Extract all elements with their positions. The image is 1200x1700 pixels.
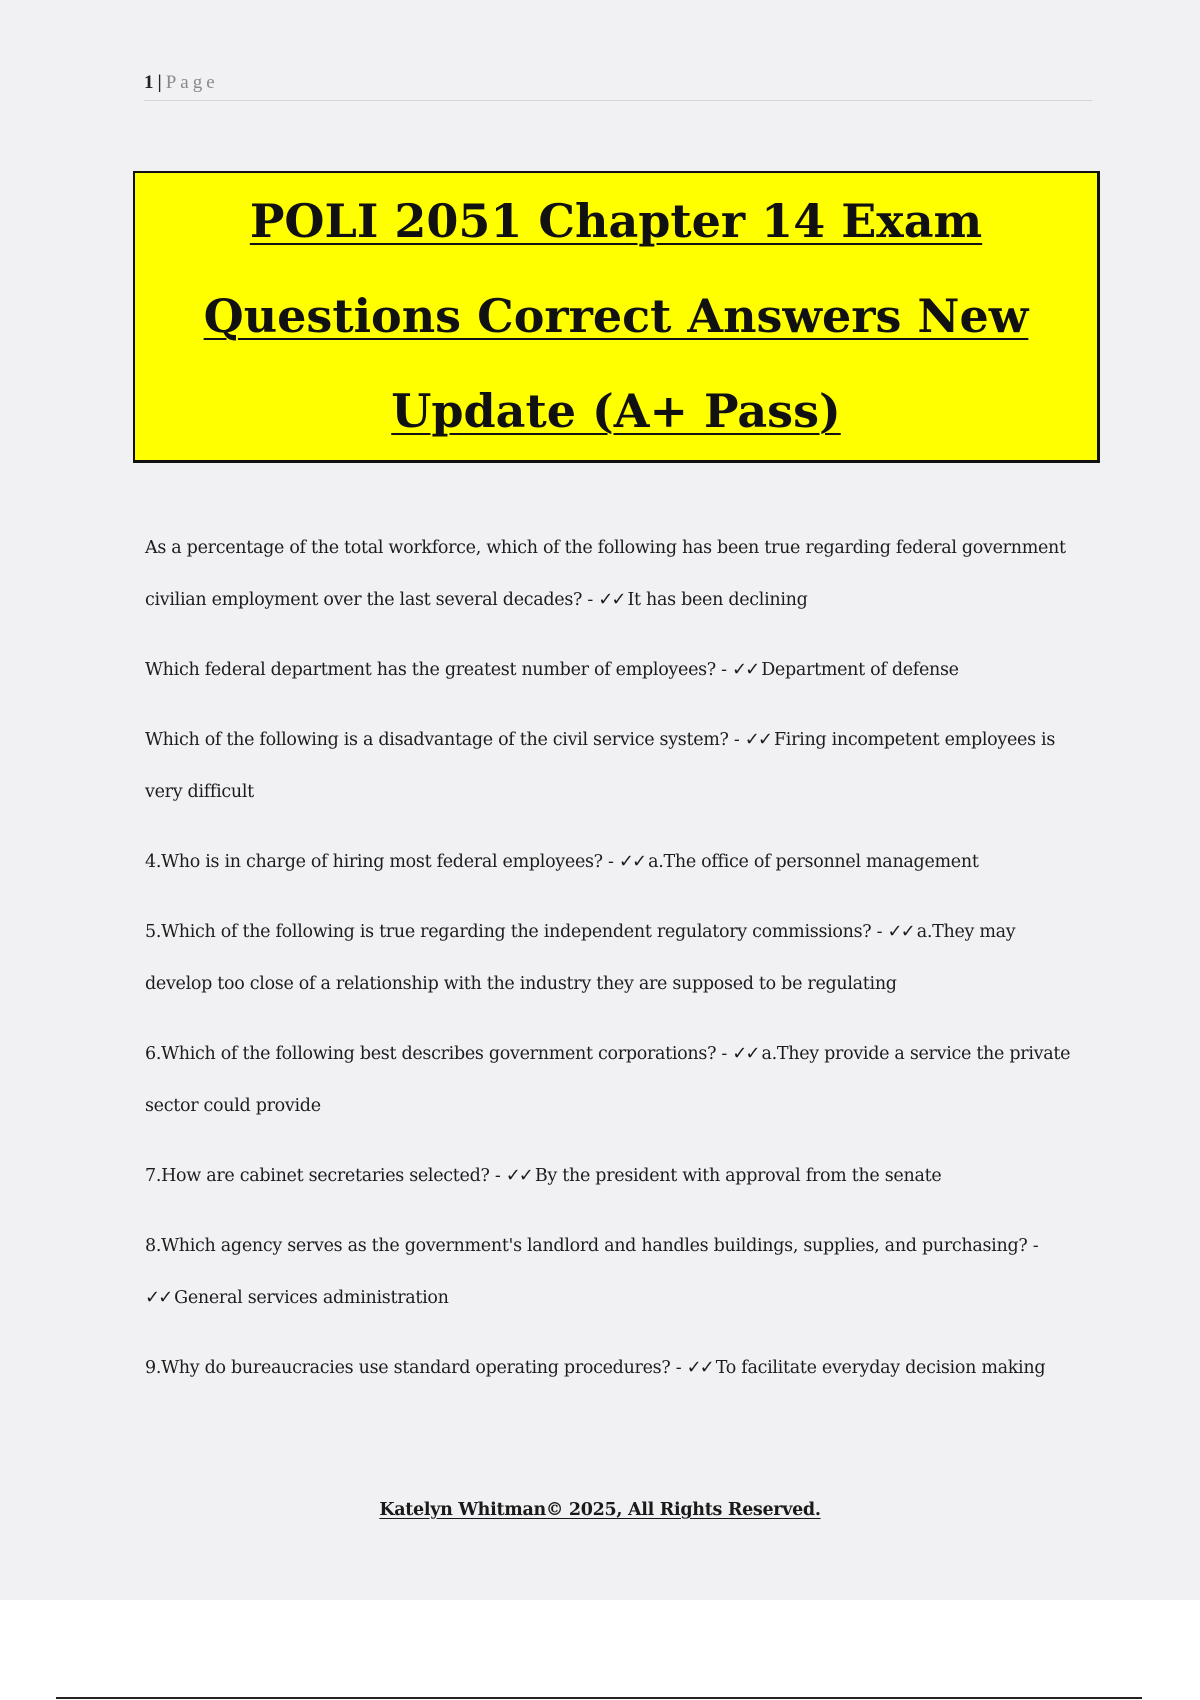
answer-text: General services administration <box>174 1288 449 1308</box>
page-header <box>144 72 1092 101</box>
check-mark-icon: ✓✓ <box>686 1357 713 1378</box>
title-banner <box>133 171 1100 463</box>
question-text: As a percentage of the total workforce, which of the following has been true regarding federal government civilian employment over the last several decades? - <box>145 538 1066 610</box>
answer-text: To facilitate everyday decision making <box>715 1358 1046 1378</box>
answer-text: Department of defense <box>761 660 959 680</box>
answer-text: Firing incompetent employees is very difficult <box>145 730 1056 802</box>
qa-item <box>145 906 1085 1010</box>
page-label: Page <box>165 72 219 93</box>
page-separator: | <box>157 72 162 93</box>
answer-text: By the president with approval from the senate <box>534 1166 942 1186</box>
check-mark-icon: ✓✓ <box>744 729 771 750</box>
question-text: 9.Why do bureaucracies use standard operating procedures? - <box>145 1358 687 1378</box>
check-mark-icon: ✓✓ <box>598 589 625 610</box>
answer-text: a.They may develop too close of a relationship with the industry they are supposed to be regulating <box>145 922 1016 994</box>
question-text: Which federal department has the greatest number of employees? - <box>145 660 733 680</box>
document-title: POLI 2051 Chapter 14 Exam Questions Correct Answers New Update (A+ Pass) <box>203 194 1029 438</box>
check-mark-icon: ✓✓ <box>145 1287 172 1308</box>
copyright-footer <box>0 1500 1200 1520</box>
question-text: 6.Which of the following best describes government corporations? - <box>145 1044 733 1064</box>
question-text: Which of the following is a disadvantage of the civil service system? - <box>145 730 745 750</box>
check-mark-icon: ✓✓ <box>618 851 646 872</box>
check-mark-icon: ✓✓ <box>505 1165 532 1186</box>
copyright-text: Katelyn Whitman© 2025, All Rights Reserved. <box>379 1500 821 1520</box>
question-text: 7.How are cabinet secretaries selected? - <box>145 1166 506 1186</box>
qa-item <box>145 522 1085 626</box>
check-mark-icon: ✓✓ <box>732 1043 759 1064</box>
answer-text: a.The office of personnel management <box>648 852 979 872</box>
qa-item <box>145 644 1085 696</box>
check-mark-icon: ✓✓ <box>887 921 914 942</box>
question-text: 5.Which of the following is true regarding the independent regulatory commissions? - <box>145 922 888 942</box>
answer-text: a.They provide a service the private sector could provide <box>145 1044 1071 1116</box>
qa-item <box>145 1342 1085 1394</box>
question-text: 8.Which agency serves as the government's landlord and handles buildings, supplies, and purchasing? - <box>145 1236 1039 1256</box>
check-mark-icon: ✓✓ <box>732 659 759 680</box>
answer-text: It has been declining <box>627 590 808 610</box>
qa-list <box>145 522 1085 1412</box>
qa-item <box>145 1150 1085 1202</box>
bottom-divider <box>56 1697 1142 1699</box>
qa-item <box>145 714 1085 818</box>
question-text: 4.Who is in charge of hiring most federal employees? - <box>145 852 619 872</box>
qa-item <box>145 1220 1085 1324</box>
page-number: 1 <box>144 72 154 93</box>
qa-item <box>145 1028 1085 1132</box>
qa-item <box>145 836 1085 888</box>
